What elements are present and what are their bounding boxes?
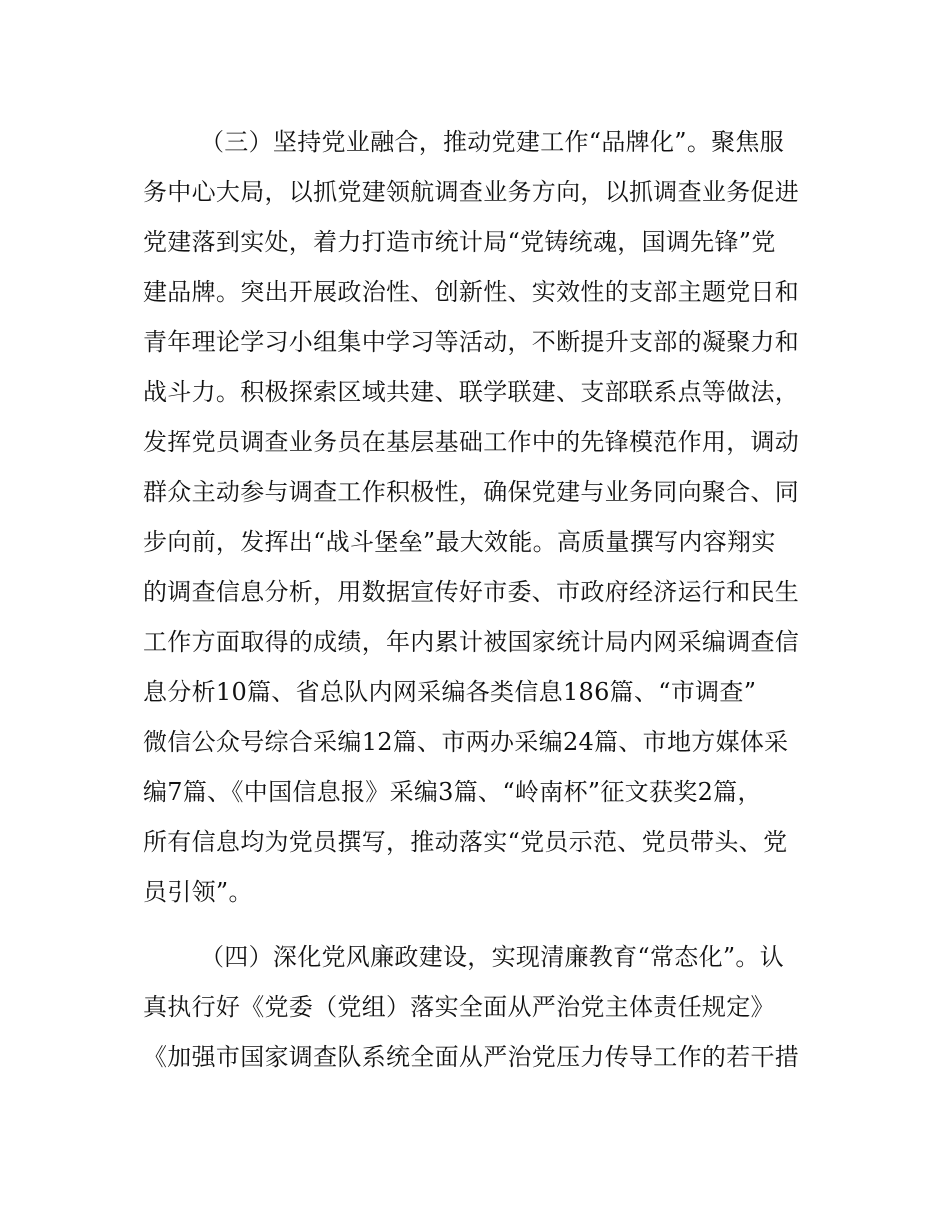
paragraph-4-line-2: 真执行好《党委（党组）落实全面从严治党主体责任规定》	[143, 993, 775, 1021]
paragraph-3-line-11: 工作方面取得的成绩，年内累计被国家统计局内网采编调查信	[143, 628, 800, 656]
paragraph-3-line-2: 务中心大局，以抓党建领航调查业务方向，以抓调查业务促进	[143, 178, 800, 206]
paragraph-3-line-4: 建品牌。突出开展政治性、创新性、实效性的支部主题党日和	[143, 278, 800, 306]
paragraph-4-line-3: 《加强市国家调查队系统全面从严治党压力传导工作的若干措	[143, 1043, 800, 1071]
paragraph-3-line-3: 党建落到实处，着力打造市统计局“党铸统魂，国调先锋”党	[143, 228, 776, 256]
paragraph-3-line-12: 息分析10篇、省总队内网采编各类信息186篇、“市调查”	[143, 678, 757, 706]
paragraph-3-line-16: 员引领”。	[143, 878, 253, 906]
paragraph-3-line-9: 步向前，发挥出“战斗堡垒”最大效能。高质量撰写内容翔实	[143, 528, 776, 556]
paragraph-3-line-1: （三）坚持党业融合，推动党建工作“品牌化”。聚焦服	[200, 128, 785, 156]
paragraph-3-line-8: 群众主动参与调查工作积极性，确保党建与业务同向聚合、同	[143, 478, 800, 506]
paragraph-3-line-5: 青年理论学习小组集中学习等活动，不断提升支部的凝聚力和	[143, 328, 800, 356]
paragraph-3-line-15: 所有信息均为党员撰写，推动落实“党员示范、党员带头、党	[143, 828, 788, 856]
paragraph-3-line-10: 的调查信息分析，用数据宣传好市委、市政府经济运行和民生	[143, 578, 800, 606]
paragraph-4-line-1: （四）深化党风廉政建设，实现清廉教育“常态化”。认	[200, 943, 785, 971]
paragraph-3-line-7: 发挥党员调查业务员在基层基础工作中的先锋模范作用，调动	[143, 428, 800, 456]
paragraph-3-line-6: 战斗力。积极探索区域共建、联学联建、支部联系点等做法，	[143, 378, 800, 406]
paragraph-3-line-14: 编7篇、《中国信息报》采编3篇、“岭南杯”征文获奖2篇，	[143, 778, 762, 806]
paragraph-3-line-13: 微信公众号综合采编12篇、市两办采编24篇、市地方媒体采	[143, 728, 789, 756]
